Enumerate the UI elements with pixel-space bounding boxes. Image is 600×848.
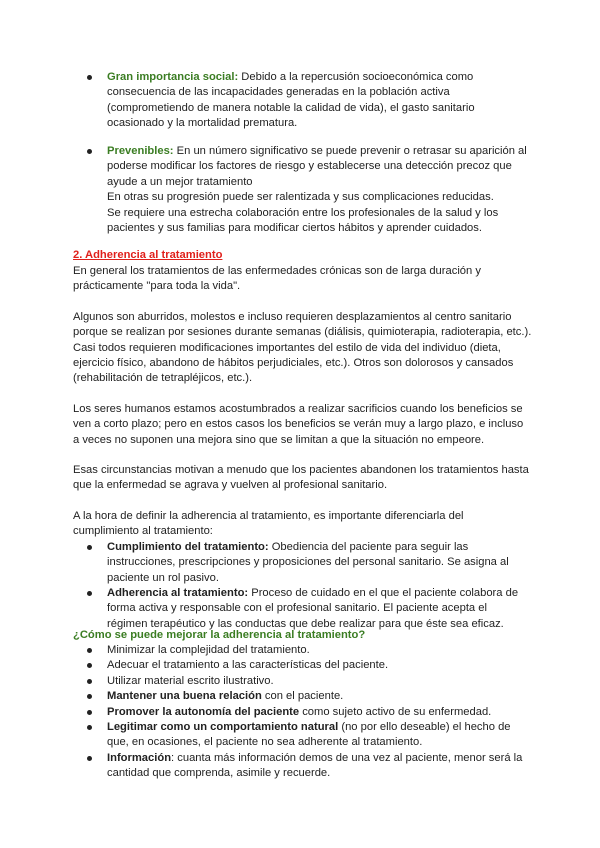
paragraph-line: Esas circunstancias motivan a menudo que los pacientes abandonen los tratamientos hasta [73, 464, 529, 477]
bullet-line: ayude a un mejor tratamiento [107, 175, 253, 188]
item-text: Adecuar el tratamiento a las características del paciente. [107, 659, 389, 672]
definition-line: Obediencia del paciente para seguir las [268, 540, 469, 553]
improve-item [73, 720, 543, 751]
paragraph-line: Algunos son aburridos, molestos e incluso requieren desplazamientos al centro sanitario [73, 310, 512, 323]
improve-item [73, 643, 543, 658]
item-bold: Mantener una buena relación [107, 690, 262, 703]
item-bold: Información [107, 751, 172, 764]
definition-line: paciente un rol pasivo. [107, 571, 219, 584]
definition-term: Adherencia al tratamiento: [107, 586, 249, 599]
bullet-dot [87, 545, 92, 550]
bullet-gran-importancia [73, 70, 533, 132]
item-text: Utilizar material escrito ilustrativo. [107, 674, 274, 687]
paragraph-line: porque se realizan por sesiones durante semanas (diálisis, quimioterapia, radioterapia, etc.). [73, 326, 532, 339]
definition-term: Cumplimiento del tratamiento: [107, 540, 269, 553]
bullet-line: consecuencia de las incapacidades generadas en la población activa [107, 86, 450, 99]
section-heading: 2. Adherencia al tratamiento [73, 249, 223, 261]
paragraph-line: Los seres humanos estamos acostumbrados a realizar sacrificios cuando los beneficios se [73, 402, 523, 415]
bullet-dot [87, 679, 92, 684]
item-text: cantidad que comprenda, asimile y recuerde. [107, 767, 331, 780]
paragraph [73, 310, 543, 387]
intro-bullet-list-2 [73, 144, 533, 236]
paragraph [73, 264, 543, 295]
definition-adherencia [73, 586, 543, 632]
paragraph-line: Casi todos requieren modificaciones importantes del estilo de vida del individuo (dieta, [73, 341, 501, 354]
paragraph-line: (rehabilitación de tetrapléjicos, etc.). [73, 372, 253, 385]
improve-heading: ¿Cómo se puede mejorar la adherencia al tratamiento? [73, 629, 366, 641]
bullet-dot [87, 694, 92, 699]
bullet-line: pacientes y sus familias para modificar ciertos hábitos y aprender cuidados. [107, 222, 482, 235]
item-bold: Legitimar como un comportamiento natural [107, 721, 339, 734]
bullet-title: Gran importancia social: [107, 71, 239, 83]
bullet-dot [87, 591, 92, 596]
item-text: Minimizar la complejidad del tratamiento. [107, 644, 310, 656]
paragraph-line: prácticamente "para toda la vida". [73, 280, 241, 293]
bullet-line: En un número significativo se puede prevenir o retrasar su aparición al [173, 145, 527, 157]
bullet-line: Se requiere una estrecha colaboración entre los profesionales de la salud y los [107, 206, 499, 219]
bullet-line: (comprometiendo de manera notable la calidad de vida), el gasto sanitario [107, 101, 475, 114]
definition-line: régimen terapéutico y las conductas que debe realizar para que éste sea eficaz. [107, 617, 504, 630]
paragraph [73, 509, 543, 540]
improve-item [73, 705, 543, 720]
item-text: (no por ello deseable) el hecho de [338, 721, 511, 734]
item-text: : cuanta más información demos de una vez al paciente, menor será la [171, 751, 523, 764]
paragraph-line: que la enfermedad se agrava y vuelven al profesional sanitario. [73, 479, 388, 492]
item-text: con el paciente. [261, 690, 344, 703]
paragraph-line: a veces no suponen una mejora sino que se limitan a que la situación no empeore. [73, 433, 485, 446]
improve-item [73, 689, 543, 704]
bullet-dot [87, 756, 92, 761]
improve-item [73, 674, 543, 689]
bullet-dot [87, 725, 92, 730]
paragraph-line: A la hora de definir la adherencia al tratamiento, es importante diferenciarla del [73, 509, 464, 522]
paragraph-line: cumplimiento al tratamiento: [73, 525, 213, 538]
item-text: como sujeto activo de su enfermedad. [299, 705, 492, 718]
definition-line: instrucciones, prescripciones y proposiciones del personal sanitario. Se asigna al [107, 556, 509, 569]
bullet-line: En otras su progresión puede ser ralentizada y sus complicaciones reducidas. [107, 191, 494, 204]
intro-bullet-list [73, 70, 533, 132]
bullet-prevenibles [73, 144, 533, 236]
bullet-line: Debido a la repercusión socioeconómica como [238, 71, 474, 83]
paragraph-line: ven a corto plazo; pero en estos casos los beneficios se verán muy a largo plazo, e incluso [73, 418, 524, 431]
bullet-dot [87, 663, 92, 668]
improve-item [73, 751, 543, 782]
paragraph [73, 463, 543, 494]
paragraph-line: ejercicio físico, abandono de hábitos perjudiciales, etc.). Otros son dolorosos y cansados [73, 357, 514, 370]
improve-item [73, 658, 543, 673]
definition-line: forma activa y responsable con el profesional sanitario. El paciente acepta el [107, 602, 487, 615]
definition-cumplimiento [73, 540, 543, 586]
section2-body [73, 264, 543, 632]
bullet-dot [87, 149, 92, 154]
bullet-dot [87, 75, 92, 80]
item-bold: Promover la autonomía del paciente [107, 705, 300, 718]
bullet-dot [87, 710, 92, 715]
improve-list [73, 643, 543, 782]
definition-list [73, 540, 543, 632]
definition-line: Proceso de cuidado en el que el paciente colabora de [248, 586, 519, 599]
bullet-line: ocasionado y la mortalidad prematura. [107, 117, 298, 130]
bullet-title: Prevenibles: [107, 145, 174, 157]
paragraph-line: En general los tratamientos de las enfermedades crónicas son de larga duración y [73, 265, 481, 277]
bullet-line: poderse modificar los factores de riesgo y establecerse una detección precoz que [107, 160, 512, 173]
item-text: que, en ocasiones, el paciente no sea adherente al tratamiento. [107, 736, 423, 749]
paragraph [73, 402, 543, 448]
bullet-dot [87, 648, 92, 653]
